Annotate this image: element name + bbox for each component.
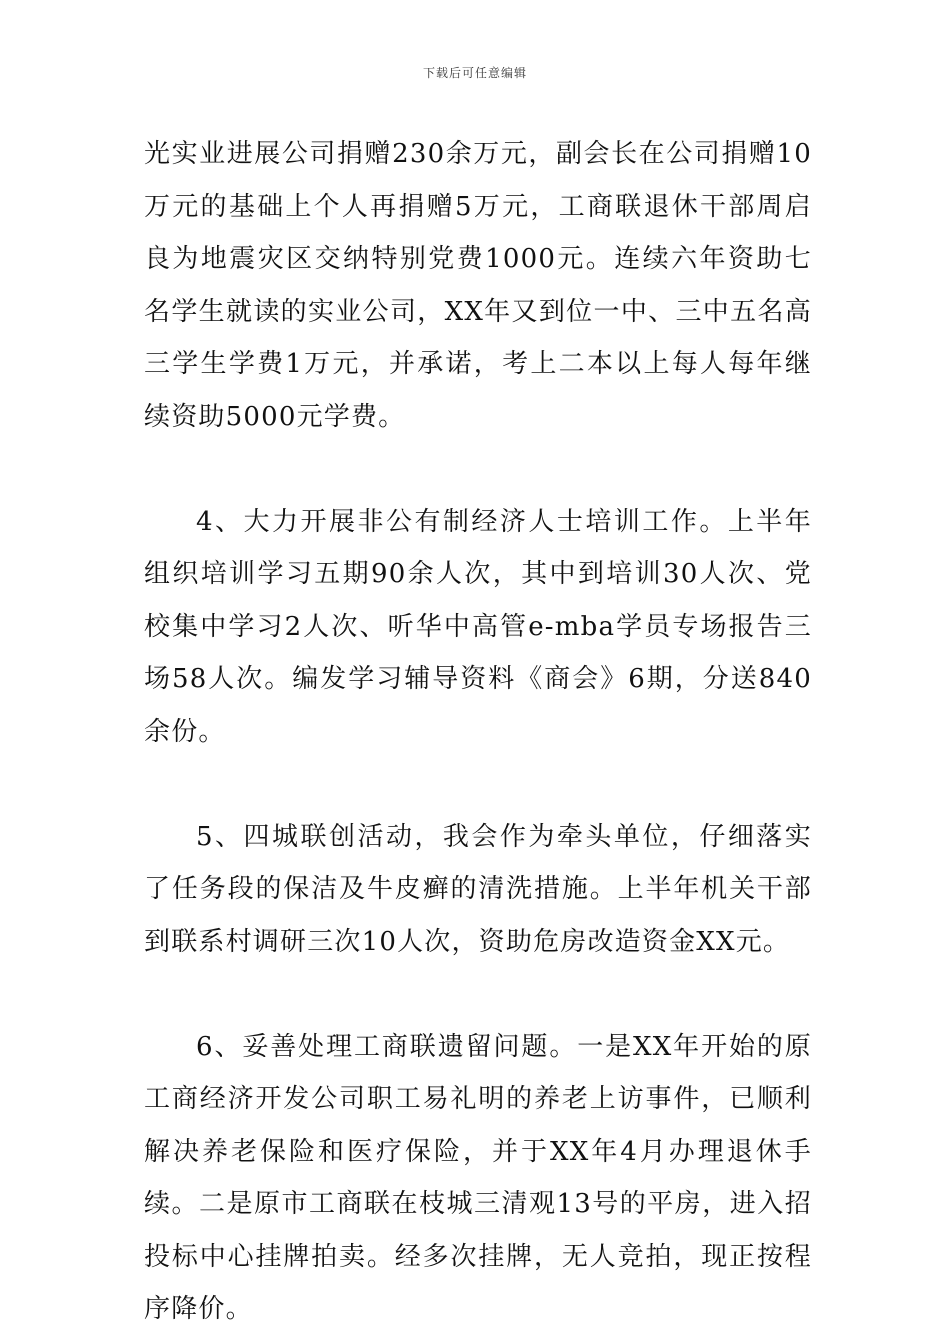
page-header-note: 下载后可任意编辑 bbox=[422, 66, 527, 80]
paragraph-legacy-issues: 6、妥善处理工商联遗留问题。一是XX年开始的原工商经济开发公司职工易礼明的养老上访事件，已顺利解决养老保险和医疗保险，并于XX年4月办理退休手续。二是原市工商联在枝城三清观13号的平房，进入招投标中心挂牌拍卖。经多次挂牌，无人竞拍，现正按程序降价。 bbox=[144, 1031, 812, 1324]
document-body bbox=[144, 128, 812, 1336]
paragraph-donations: 光实业进展公司捐赠230余万元，副会长在公司捐赠10万元的基础上个人再捐赠5万元，工商联退休干部周启良为地震灾区交纳特别党费1000元。连续六年资助七名学生就读的实业公司，XX年又到位一中、三中五名高三学生学费1万元，并承诺，考上二本以上每人每年继续资助5000元学费。 bbox=[144, 139, 812, 432]
paragraph-city-campaign: 5、四城联创活动，我会作为牵头单位，仔细落实了任务段的保洁及牛皮癣的清洗措施。上半年机关干部到联系村调研三次10人次，资助危房改造资金XX元。 bbox=[144, 821, 812, 957]
paragraph-training: 4、大力开展非公有制经济人士培训工作。上半年组织培训学习五期90余人次，其中到培训30人次、党校集中学习2人次、听华中高管e-mba学员专场报告三场58人次。编发学习辅导资料《商会》6期，分送840余份。 bbox=[144, 506, 812, 747]
